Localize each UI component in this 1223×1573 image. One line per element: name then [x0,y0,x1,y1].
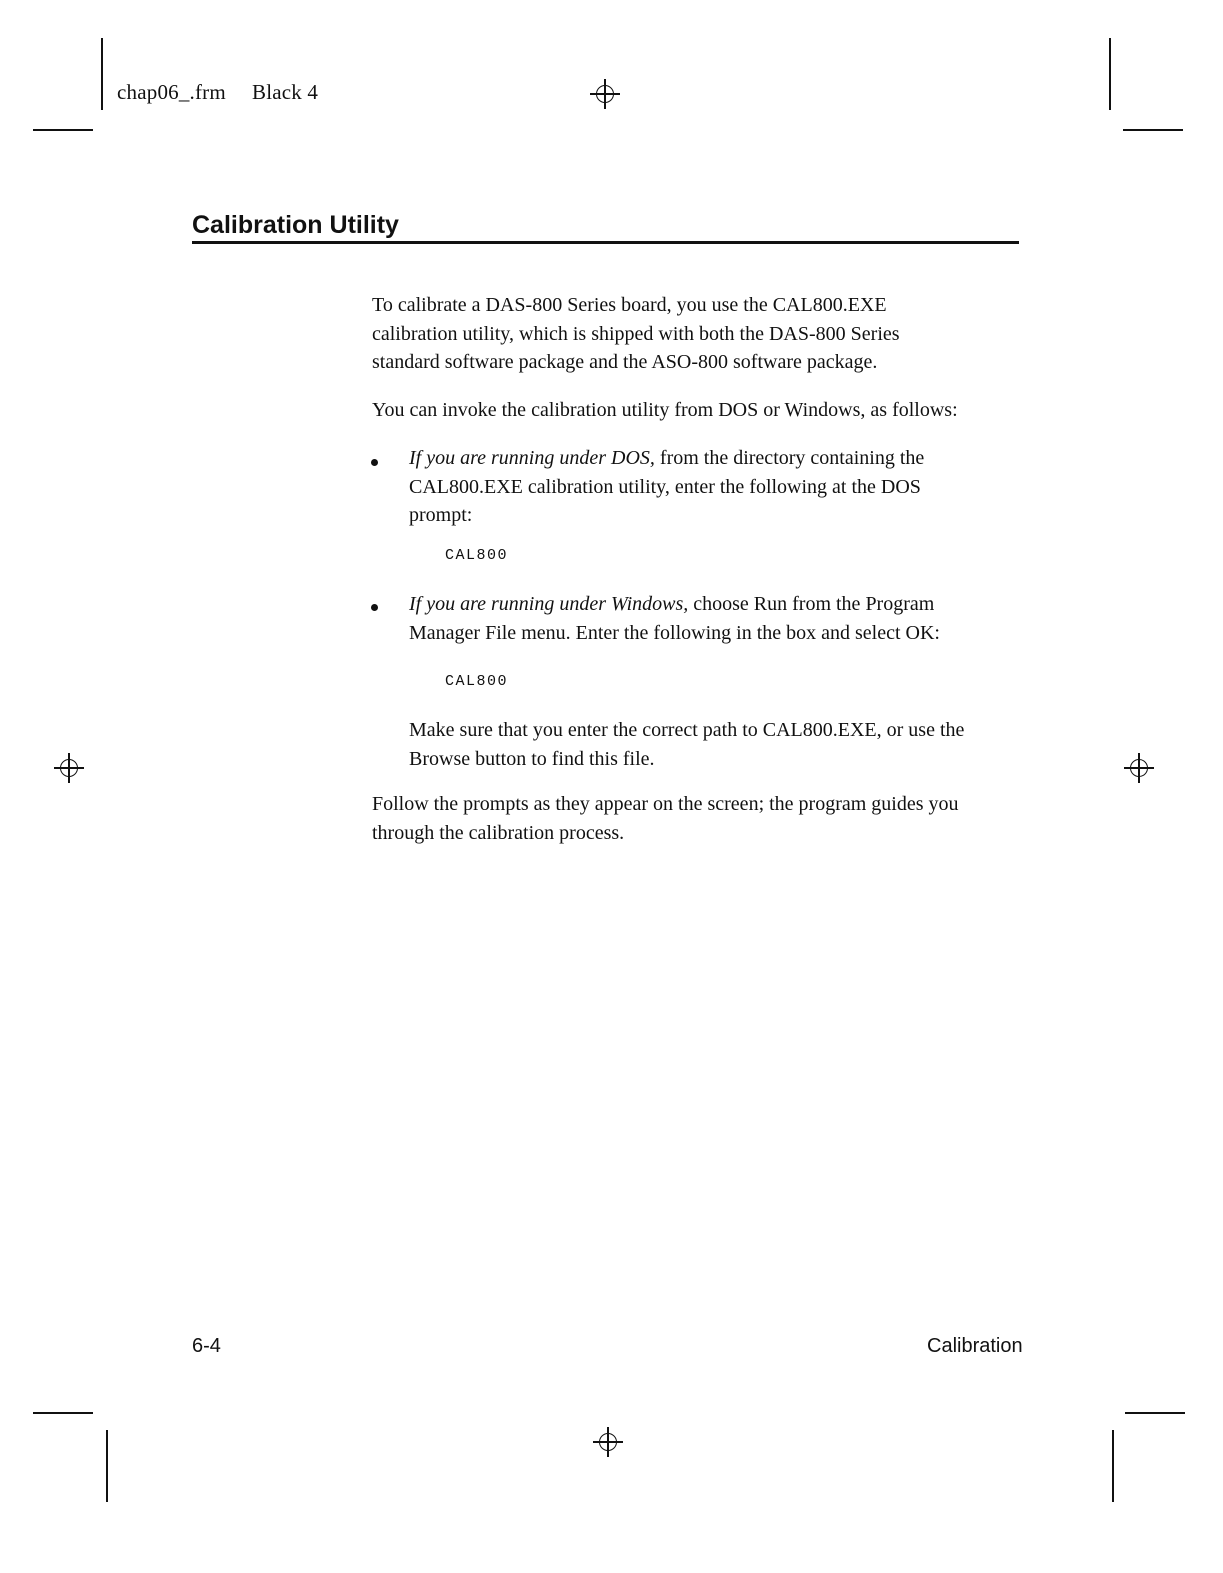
intro-line-3: standard software package and the ASO-800 software package. [372,351,878,373]
crop-mark-top-right-vertical [1109,38,1111,110]
bullet-dos-italic-lead: If you are running under DOS, [409,447,655,469]
dos-command: CAL800 [445,547,509,564]
bullet-windows-italic-lead: If you are running under Windows, [409,593,689,615]
crop-mark-top-left-vertical [101,38,103,110]
bullet-dos-line-3: prompt: [409,504,473,526]
crop-mark-top-left-horizontal [33,129,93,131]
crop-mark-bottom-right-vertical [1112,1430,1114,1502]
intro-line-1: To calibrate a DAS-800 Series board, you use the CAL800.EXE [372,294,887,316]
invoke-paragraph: You can invoke the calibration utility from DOS or Windows, as follows: [372,399,958,421]
bullet-dos-text [409,444,1049,530]
footer-page-number: 6-4 [192,1335,221,1357]
crop-mark-bottom-left-vertical [106,1430,108,1502]
bullet-dos-line-2: CAL800.EXE calibration utility, enter the following at the DOS [409,475,921,498]
intro-line-2: calibration utility, which is shipped with both the DAS-800 Series [372,322,900,345]
bullet-windows-line-2: Manager File menu. Enter the following in the box and select OK: [409,621,940,644]
registration-target-top-icon [590,79,620,109]
footer-chapter-name: Calibration [927,1335,1023,1357]
path-note-paragraph [409,716,1049,773]
windows-command: CAL800 [445,673,509,690]
bullet-windows-line-1-rest: choose Run from the Program [688,593,935,615]
header-file-label: chap06_.frm [117,80,226,104]
bullet-dos-marker [371,459,378,466]
bullet-windows-marker [371,604,378,611]
bullet-dos-line-1 [409,444,1049,473]
closing-line-1: Follow the prompts as they appear on the screen; the program guides you [372,793,959,815]
closing-paragraph [372,790,1052,847]
intro-paragraph [372,291,1032,377]
bullet-dos-line-1-rest: from the directory containing the [654,447,925,469]
path-note-line-2: Browse button to find this file. [409,747,655,770]
bullet-windows-line-1 [409,590,1049,619]
section-title-rule [192,241,1019,244]
bullet-windows-text [409,590,1049,647]
closing-line-2: through the calibration process. [372,821,625,844]
crop-mark-bottom-left-horizontal [33,1412,93,1414]
registration-target-left-icon [54,753,84,783]
crop-mark-top-right-horizontal [1123,129,1183,131]
header-color-label: Black 4 [252,80,319,104]
section-title: Calibration Utility [192,211,399,239]
registration-target-bottom-icon [593,1427,623,1457]
path-note-line-1: Make sure that you enter the correct path to CAL800.EXE, or use the [409,719,965,741]
registration-target-right-icon [1124,753,1154,783]
crop-mark-bottom-right-horizontal [1125,1412,1185,1414]
